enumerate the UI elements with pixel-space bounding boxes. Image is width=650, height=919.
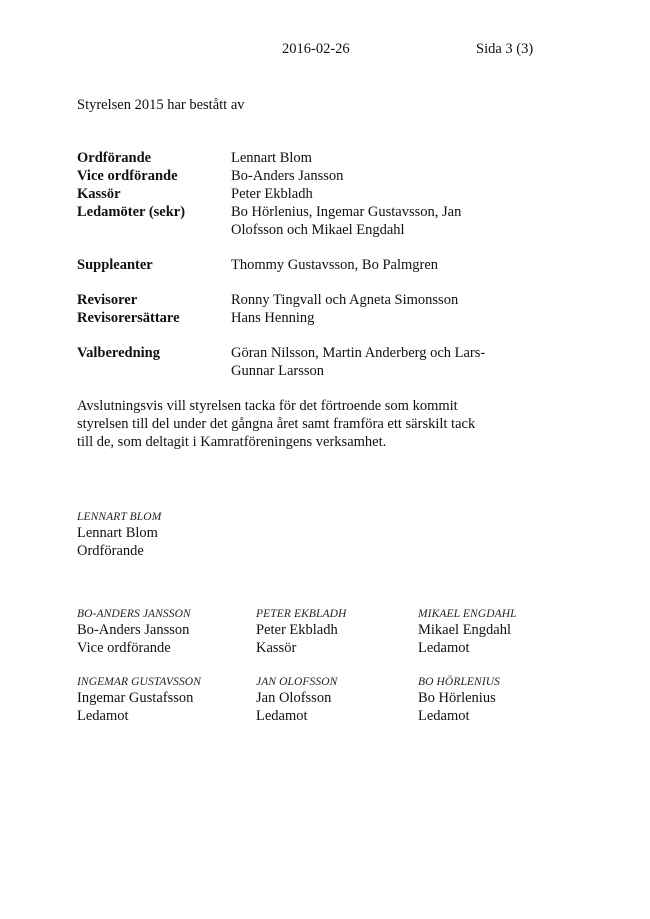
signatory-title: Ledamot [77,708,129,724]
signatory-name: Peter Ekbladh [256,622,338,638]
signatory-name: Bo Hörlenius [418,690,496,706]
role-names: Ronny Tingvall och Agneta Simonsson [231,292,459,308]
intro-text: Styrelsen 2015 har bestått av [77,97,245,113]
signature-print: BO HÖRLENIUS [418,676,501,688]
signatory-title: Vice ordförande [77,640,171,656]
signatory-title: Ledamot [418,708,470,724]
signatory-title: Ordförande [77,543,144,559]
signature-print: BO-ANDERS JANSSON [77,608,191,620]
signatory-name: Lennart Blom [77,525,158,541]
signature-print: INGEMAR GUSTAVSSON [77,676,201,688]
signatory-title: Kassör [256,640,297,656]
role-names: Bo Hörlenius, Ingemar Gustavsson, Jan Olofsson och Mikael Engdahl [231,204,462,238]
document-date: 2016-02-26 [282,41,350,57]
signatory-name: Ingemar Gustafsson [77,690,194,706]
signatory-name: Mikael Engdahl [418,622,512,638]
role-label: Vice ordförande [77,168,178,184]
role-label: Ledamöter (sekr) [77,204,186,220]
role-names: Lennart Blom [231,150,312,166]
role-label: Suppleanter [77,257,153,273]
signature-print: PETER EKBLADH [256,608,347,620]
role-label: Revisorer [77,292,138,308]
signatory-name: Jan Olofsson [256,690,332,706]
role-label: Valberedning [77,345,160,361]
signature-print: JAN OLOFSSON [256,676,338,688]
role-names: Göran Nilsson, Martin Anderberg och Lars-Gunnar Larsson [231,345,486,379]
role-names: Thommy Gustavsson, Bo Palmgren [231,257,439,273]
signature-print: LENNART BLOM [77,511,162,523]
role-label: Revisorersättare [77,310,180,326]
role-names: Bo-Anders Jansson [231,168,344,184]
role-label: Ordförande [77,150,152,166]
role-names: Peter Ekbladh [231,186,313,202]
signatory-name: Bo-Anders Jansson [77,622,190,638]
role-names: Hans Henning [231,310,315,326]
signature-print: MIKAEL ENGDAHL [418,608,517,620]
role-label: Kassör [77,186,121,202]
signatory-title: Ledamot [418,640,470,656]
signatory-title: Ledamot [256,708,308,724]
page-number: Sida 3 (3) [476,41,534,57]
closing-paragraph: Avslutningsvis vill styrelsen tacka för det förtroende som kommit styrelsen till del under det gångna året samt framföra ett särskilt tack till de, som deltagit i Kamratföreningens verksamhet. [77,398,476,450]
